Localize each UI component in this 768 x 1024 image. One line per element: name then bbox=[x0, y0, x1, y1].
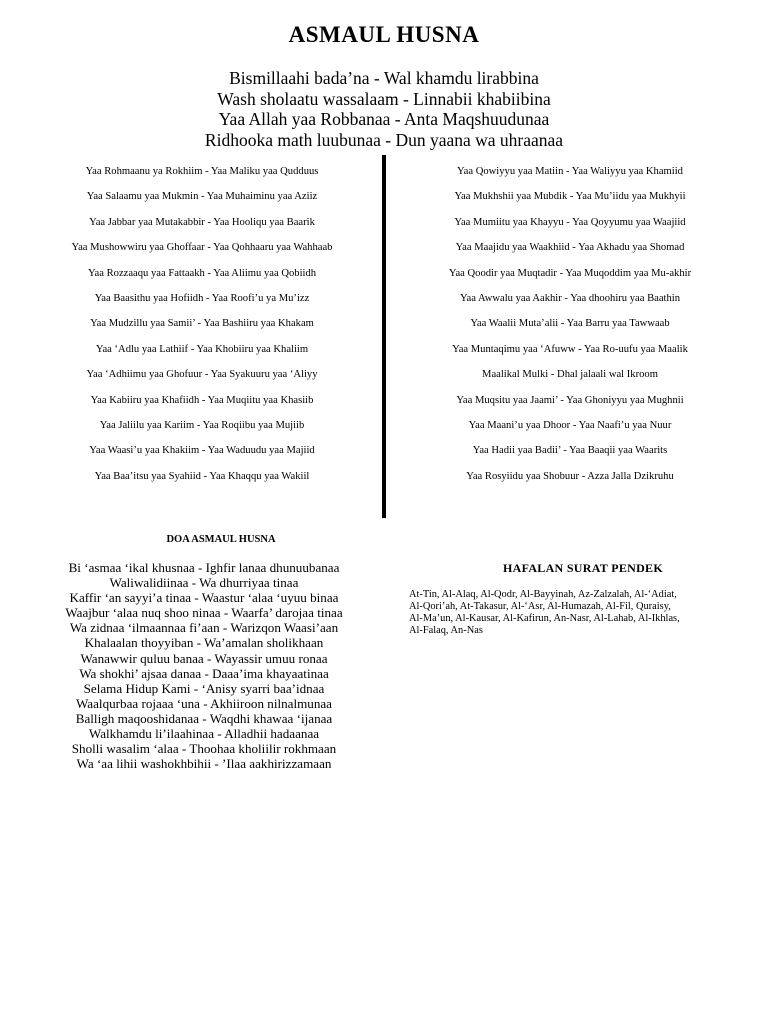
name-line: Maalikal Mulki - Dhal jalaali wal Ikroom bbox=[482, 369, 658, 381]
doa-line: Waajbur ‘alaa nuq shoo ninaa - Waarfa’ darojaa tinaa bbox=[65, 605, 343, 621]
doa-line: Bi ‘asmaa ‘ikal khusnaa - Ighfir lanaa dhunuubanaa bbox=[68, 560, 340, 575]
name-line: Yaa Qoodir yaa Muqtadir - Yaa Muqoddim yaa Mu-akhir bbox=[448, 267, 692, 279]
hafalan-line: Al-Falaq, An-Nas bbox=[409, 625, 483, 637]
doa-text bbox=[18, 560, 390, 771]
name-line: Yaa ‘Adhiimu yaa Ghofuur - Yaa Syakuuru yaa ‘Aliyy bbox=[86, 369, 318, 381]
doa-line: Waalqurbaa rojaaa ‘una - Akhiiroon nilnalmunaa bbox=[76, 695, 332, 711]
name-line: Yaa Hadii yaa Badii’ - Yaa Baaqii yaa Waarits bbox=[472, 445, 668, 457]
name-line: Yaa Salaamu yaa Mukmin - Yaa Muhaiminu yaa Aziiz bbox=[86, 191, 318, 203]
name-line: Yaa Jaliilu yaa Kariim - Yaa Roqiibu yaa Mujiib bbox=[99, 419, 305, 431]
name-line: Yaa Muntaqimu yaa ‘Afuww - Yaa Ro-uufu yaa Maalik bbox=[452, 343, 688, 355]
name-line: Yaa Mukhshii yaa Mubdik - Yaa Mu’iidu yaa Mukhyii bbox=[454, 191, 686, 203]
name-line: Yaa Rozzaaqu yaa Fattaakh - Yaa Aliimu yaa Qobiidh bbox=[87, 267, 317, 279]
name-line: Yaa Baa’itsu yaa Syahiid - Yaa Khaqqu yaa Wakiil bbox=[94, 470, 310, 482]
name-line: Yaa Mumiitu yaa Khayyu - Yaa Qoyyumu yaa Waajiid bbox=[454, 216, 686, 228]
name-line: Yaa Mushowwiru yaa Ghoffaar - Yaa Qohhaaru yaa Wahhaab bbox=[71, 242, 333, 254]
doa-line: Kaffir ‘an sayyi’a tinaa - Waastur ‘alaa ‘uyuu binaa bbox=[69, 590, 339, 606]
doa-line: Selama Hidup Kami - ‘Anisy syarri baa’idnaa bbox=[83, 680, 325, 696]
doa-line: Walkhamdu li’ilaahinaa - Alladhii hadaanaa bbox=[88, 726, 320, 742]
hafalan-line: Al-Qori’ah, At-Takasur, Al-‘Asr, Al-Humazah, Al-Fil, Quraisy, bbox=[409, 601, 671, 613]
name-line: Yaa Jabbar yaa Mutakabbir - Yaa Hooliqu yaa Baarik bbox=[89, 216, 315, 228]
name-line: Yaa Baasithu yaa Hofiidh - Yaa Roofi’u ya Mu’izz bbox=[94, 292, 310, 304]
doa-line: Sholli wasalim ‘alaa - Thoohaa kholiilir rokhmaan bbox=[71, 741, 337, 757]
name-line: Yaa Waalii Muta’alii - Yaa Barru yaa Tawwaab bbox=[470, 318, 670, 330]
hafalan-line: Al-Ma’un, Al-Kausar, Al-Kafirun, An-Nasr, Al-Lahab, Al-Ikhlas, bbox=[409, 613, 680, 625]
doa-heading: DOA ASMAUL HUSNA bbox=[166, 534, 276, 545]
name-line: Yaa Rosyiidu yaa Shobuur - Azza Jalla Dzikruhu bbox=[466, 470, 674, 482]
names-list-left bbox=[22, 160, 382, 489]
doa-line: Wa shokhi’ ajsaa danaa - Daaa’ima khayaatinaa bbox=[79, 665, 329, 681]
page-title: ASMAUL HUSNA bbox=[288, 22, 480, 47]
opening-verse-line: Ridhooka math luubunaa - Dun yaana wa uhraanaa bbox=[204, 129, 564, 150]
hafalan-heading: HAFALAN SURAT PENDEK bbox=[502, 561, 663, 575]
name-line: Yaa Muqsitu yaa Jaami’ - Yaa Ghoniyyu yaa Mughnii bbox=[456, 394, 684, 406]
opening-verses bbox=[0, 68, 768, 150]
name-line: Yaa Waasi’u yaa Khakiim - Yaa Waduudu yaa Majiid bbox=[89, 445, 315, 457]
column-divider bbox=[382, 155, 386, 518]
doa-line: Khalaalan thoyyiban - Wa’amalan sholikhaan bbox=[84, 635, 324, 651]
opening-verse-line: Yaa Allah yaa Robbanaa - Anta Maqshuudunaa bbox=[218, 109, 550, 129]
name-line: Yaa Rohmaanu ya Rokhiim - Yaa Maliku yaa Qudduus bbox=[85, 166, 319, 177]
name-line: Yaa ‘Adlu yaa Lathiif - Yaa Khobiiru yaa Khaliim bbox=[95, 343, 309, 355]
name-line: Yaa Maani’u yaa Dhoor - Yaa Naafi’u yaa Nuur bbox=[468, 419, 672, 431]
name-line: Yaa Maajidu yaa Waakhiid - Yaa Akhadu yaa Shomad bbox=[455, 242, 685, 254]
doa-line: Waliwalidiinaa - Wa dhurriyaa tinaa bbox=[109, 575, 299, 591]
opening-verse-line: Bismillaahi bada’na - Wal khamdu lirabbina bbox=[229, 68, 539, 88]
hafalan-line: At-Tin, Al-Alaq, Al-Qodr, Al-Bayyinah, Az-Zalzalah, Al-‘Adiat, bbox=[409, 589, 677, 600]
hafalan-surah-list bbox=[409, 589, 765, 637]
names-list-right bbox=[390, 160, 750, 489]
name-line: Yaa Mudzillu yaa Samii’ - Yaa Bashiiru yaa Khakam bbox=[90, 318, 314, 330]
name-line: Yaa Awwalu yaa Aakhir - Yaa dhoohiru yaa Baathin bbox=[459, 292, 681, 304]
doa-line: Wa ‘aa lihii washokhbihii - ’Ilaa aakhirizzamaan bbox=[76, 756, 332, 772]
doa-line: Wa zidnaa ‘ilmaannaa fi’aan - Warizqon Waasi’aan bbox=[69, 620, 339, 636]
doa-line: Wanawwir quluu banaa - Wayassir umuu ronaa bbox=[80, 650, 328, 666]
name-line: Yaa Qowiyyu yaa Matiin - Yaa Waliyyu yaa Khamiid bbox=[457, 166, 683, 177]
name-line: Yaa Kabiiru yaa Khafiidh - Yaa Muqiitu yaa Khasiib bbox=[90, 394, 314, 406]
doa-line: Balligh maqooshidanaa - Waqdhi khawaa ‘ijanaa bbox=[75, 710, 333, 726]
opening-verse-line: Wash sholaatu wassalaam - Linnabii khabiibina bbox=[217, 88, 551, 109]
